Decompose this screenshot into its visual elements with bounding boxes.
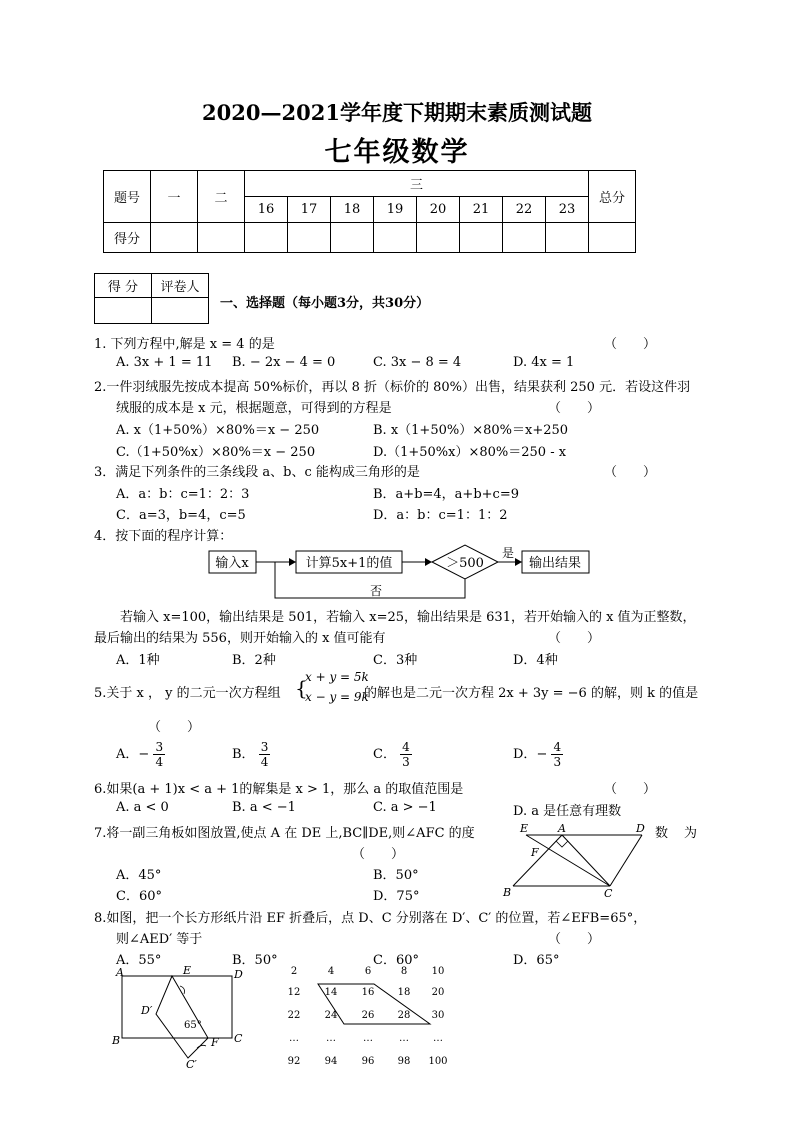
q6-option-b: B. a < −1 — [232, 800, 296, 815]
grid-cell: 12 — [287, 987, 301, 998]
grader-score-cell[interactable] — [95, 298, 152, 324]
q4-text-line1: 若输入 x=100，输出结果是 501，若输入 x=25，输出结果是 631，若开始输入的 x 值为正整数， — [120, 610, 696, 625]
flow-arrowhead — [289, 558, 296, 566]
q5-option-b — [232, 740, 270, 769]
q1-stem: 1. 下列方程中,解是 x = 4 的是 — [94, 337, 275, 352]
grid-cell: 96 — [361, 1056, 375, 1067]
score-sub-col: 20 — [417, 197, 460, 223]
q7-stem-tail2: 为 — [684, 826, 698, 841]
q6-stem: 6.如果(a + 1)x < a + 1的解集是 x > 1，那么 a 的取值范围是 — [94, 782, 464, 797]
numerator: 4 — [402, 740, 410, 754]
score-col-two: 二 — [198, 171, 245, 223]
score-cell[interactable] — [503, 223, 546, 253]
score-total: 总分 — [589, 171, 636, 223]
grid-cell: 100 — [428, 1056, 448, 1067]
q4-option-c: C．3种 — [373, 653, 418, 668]
grid-cell: 4 — [327, 966, 335, 977]
grid-cell: 8 — [400, 966, 408, 977]
q6-option-c: C. a > −1 — [373, 800, 437, 815]
score-table — [103, 170, 636, 253]
fig-label: B — [112, 1034, 121, 1047]
q8-option-b: B．50° — [232, 953, 278, 968]
denominator: 3 — [402, 755, 410, 769]
q4-option-a: A．1种 — [116, 653, 160, 668]
flow-cond-text: ＞500 — [446, 556, 484, 571]
q1-option-c: C. 3x − 8 = 4 — [373, 355, 462, 370]
grader-score-label: 得 分 — [95, 274, 152, 298]
q7-figure — [500, 820, 660, 900]
q3-option-b: B．a+b=4，a+b+c=9 — [373, 487, 519, 502]
grader-name-cell[interactable] — [152, 298, 209, 324]
q5-d-sign: − — [536, 747, 548, 762]
q5-option-a — [116, 740, 165, 769]
q1-option-a: A. 3x + 1 = 11 — [116, 355, 213, 370]
q2-answer-paren[interactable]: （ ） — [548, 401, 601, 416]
exam-subtitle: 七年级数学 — [324, 137, 470, 168]
fig-label: D′ — [141, 1004, 153, 1017]
score-cell[interactable] — [546, 223, 589, 253]
score-cell[interactable] — [374, 223, 417, 253]
grid-cell: … — [363, 1033, 373, 1044]
q1-option-b: B. − 2x − 4 = 0 — [232, 355, 336, 370]
q7-stem-tail1: 数 — [655, 826, 669, 841]
q4-option-b: B．2种 — [232, 653, 276, 668]
grid-cell: 94 — [324, 1056, 338, 1067]
fig-label: E — [520, 822, 529, 835]
q6-option-a: A. a < 0 — [116, 800, 169, 815]
q4-option-d: D．4种 — [513, 653, 558, 668]
q5-eq1: x + y = 5k — [305, 670, 369, 684]
q5-b-fraction — [259, 740, 271, 769]
grid-cell: 92 — [287, 1056, 301, 1067]
q3-answer-paren[interactable]: （ ） — [604, 465, 657, 480]
section-heading: 一、选择题（每小题3分，共30分） — [220, 296, 430, 311]
q4-answer-paren[interactable]: （ ） — [548, 631, 601, 646]
score-sub-col: 21 — [460, 197, 503, 223]
q4-flowchart — [200, 540, 600, 606]
grid-cell: 10 — [431, 966, 445, 977]
q7-option-a: A．45° — [116, 868, 162, 883]
q8-answer-paren[interactable]: （ ） — [548, 932, 601, 947]
q8-option-a: A．55° — [116, 953, 162, 968]
q5-eq2: x − y = 9k — [305, 690, 369, 704]
q5-brace: { — [295, 676, 308, 700]
exam-title: 2020—2021学年度下期期末素质测试题 — [202, 100, 592, 125]
q7-stem: 7.将一副三角板如图放置,使点 A 在 DE 上,BC∥DE,则∠AFC 的度 — [94, 826, 475, 841]
grid-cell: … — [399, 1033, 409, 1044]
grader-box — [94, 273, 209, 324]
q2-stem-line1: 2.一件羽绒服先按成本提高 50%标价，再以 8 折（标价的 80%）出售，结果获利 250 元．若设这件羽 — [94, 380, 691, 395]
q5-c-label: C． — [373, 747, 396, 762]
q6-option-d: D. a 是任意有理数 — [513, 804, 622, 819]
score-sub-col: 18 — [331, 197, 374, 223]
grid-cell: 20 — [431, 987, 445, 998]
q3-option-c: C．a=3，b=4，c=5 — [116, 508, 246, 523]
grid-cell: 2 — [290, 966, 298, 977]
score-cell[interactable] — [151, 223, 198, 253]
fig-label: B — [503, 886, 512, 899]
fig-label: A — [116, 966, 124, 979]
q1-answer-paren[interactable]: （ ） — [604, 337, 657, 352]
fig-label: D — [234, 968, 243, 981]
flow-calc-text: 计算5x+1的值 — [305, 556, 393, 571]
numerator: 3 — [260, 740, 269, 754]
q5-a-sign: − — [138, 747, 150, 762]
score-row1-label: 题号 — [104, 171, 151, 223]
grid-cell: 28 — [397, 1010, 411, 1021]
grid-cell: 22 — [287, 1010, 301, 1021]
flow-yes-label: 是 — [501, 546, 515, 560]
grid-cell: 26 — [361, 1010, 375, 1021]
grid-cell: 30 — [431, 1010, 445, 1021]
fig-label: D — [636, 822, 645, 835]
q5-stem-post: 的解也是二元一次方程 2x + 3y = −6 的解，则 k 的值是 — [364, 686, 699, 701]
fig-label: E — [183, 964, 192, 977]
q5-d-fraction — [551, 740, 563, 769]
score-sub-col: 22 — [503, 197, 546, 223]
score-cell[interactable] — [245, 223, 288, 253]
q7-answer-paren[interactable]: （ ） — [352, 847, 405, 862]
fig-label: F — [211, 1036, 219, 1049]
q2-stem-line2: 绒服的成本是 x 元，根据题意，可得到的方程是 — [116, 401, 392, 416]
q6-answer-paren[interactable]: （ ） — [604, 782, 657, 797]
score-cell[interactable] — [460, 223, 503, 253]
q5-d-label: D． — [513, 747, 537, 762]
score-cell[interactable] — [288, 223, 331, 253]
score-col-three: 三 — [245, 171, 589, 197]
q5-option-d — [513, 740, 563, 769]
flow-no-label: 否 — [369, 584, 383, 598]
number-grid — [288, 966, 448, 1067]
q5-a-label: A． — [116, 747, 139, 762]
q5-b-label: B． — [232, 747, 255, 762]
q8-figure — [110, 962, 260, 1070]
grid-cell: … — [326, 1033, 336, 1044]
flow-input-text: 输入x — [215, 556, 249, 571]
grid-cell: 14 — [324, 987, 338, 998]
grid-cell: 98 — [397, 1056, 411, 1067]
denominator: 3 — [553, 755, 562, 769]
score-sub-col: 17 — [288, 197, 331, 223]
q2-option-c: C.（1+50%x）×80%＝x − 250 — [116, 445, 316, 460]
numerator: 3 — [155, 740, 164, 754]
q5-c-fraction — [400, 740, 412, 769]
fig-label: C — [604, 887, 613, 900]
grid-cell: 16 — [361, 987, 375, 998]
score-col-one: 一 — [151, 171, 198, 223]
q3-option-a: A．a：b：c=1：2：3 — [116, 487, 250, 502]
fig-label: 65° — [184, 1020, 202, 1031]
number-grid-figure — [280, 960, 460, 1072]
q8-stem-line2: 则∠AED′ 等于 — [116, 932, 203, 947]
grid-cell: … — [289, 1033, 299, 1044]
q7-option-b: B．50° — [373, 868, 419, 883]
fig-label: C — [234, 1032, 243, 1045]
fig-label: C′ — [186, 1058, 197, 1070]
score-sub-col: 23 — [546, 197, 589, 223]
numerator: 4 — [553, 740, 562, 754]
q5-answer-paren[interactable]: （ ） — [148, 720, 201, 735]
denominator: 4 — [155, 755, 164, 769]
grid-cell: 18 — [397, 987, 411, 998]
q4-text-line2: 最后输出的结果为 556，则开始输入的 x 值可能有 — [94, 631, 386, 646]
fig-label: A — [558, 822, 566, 835]
q8-stem-line1: 8.如图，把一个长方形纸片沿 EF 折叠后，点 D、C 分别落在 D′、C′ 的位置，若∠EFB=65°， — [94, 911, 647, 926]
q2-option-d: D.（1+50%x）×80%＝250 - x — [373, 445, 567, 460]
grader-name-label: 评卷人 — [152, 274, 209, 298]
q3-stem: 3．满足下列条件的三条线段 a、b、c 能构成三角形的是 — [94, 465, 420, 480]
q5-stem-pre: 5.关于 x ， y 的二元一次方程组 — [94, 686, 281, 701]
flow-arrowhead — [515, 558, 522, 566]
q2-option-b: B. x（1+50%）×80%＝x+250 — [373, 423, 569, 438]
score-sub-col: 16 — [245, 197, 288, 223]
q7-option-d: D．75° — [373, 889, 420, 904]
fig-label: F — [531, 846, 539, 859]
score-cell[interactable] — [331, 223, 374, 253]
q3-option-d: D．a：b：c=1：1：2 — [373, 508, 508, 523]
grid-cell: 6 — [364, 966, 372, 977]
q8-option-c: C．60° — [373, 953, 419, 968]
q4-stem: 4．按下面的程序计算： — [94, 529, 233, 544]
score-cell[interactable] — [417, 223, 460, 253]
flow-output-text: 输出结果 — [528, 556, 582, 571]
q8-option-d: D．65° — [513, 953, 560, 968]
q2-option-a: A. x（1+50%）×80%＝x − 250 — [116, 423, 320, 438]
grid-cell: … — [433, 1033, 443, 1044]
score-row2-label: 得分 — [104, 223, 151, 253]
q5-a-fraction — [153, 740, 165, 769]
score-sub-col: 19 — [374, 197, 417, 223]
score-cell[interactable] — [198, 223, 245, 253]
q1-option-d: D. 4x = 1 — [513, 355, 575, 370]
score-cell[interactable] — [589, 223, 636, 253]
q7-option-c: C．60° — [116, 889, 162, 904]
q5-option-c — [373, 740, 412, 769]
denominator: 4 — [260, 755, 269, 769]
grid-cell: 24 — [324, 1010, 338, 1021]
